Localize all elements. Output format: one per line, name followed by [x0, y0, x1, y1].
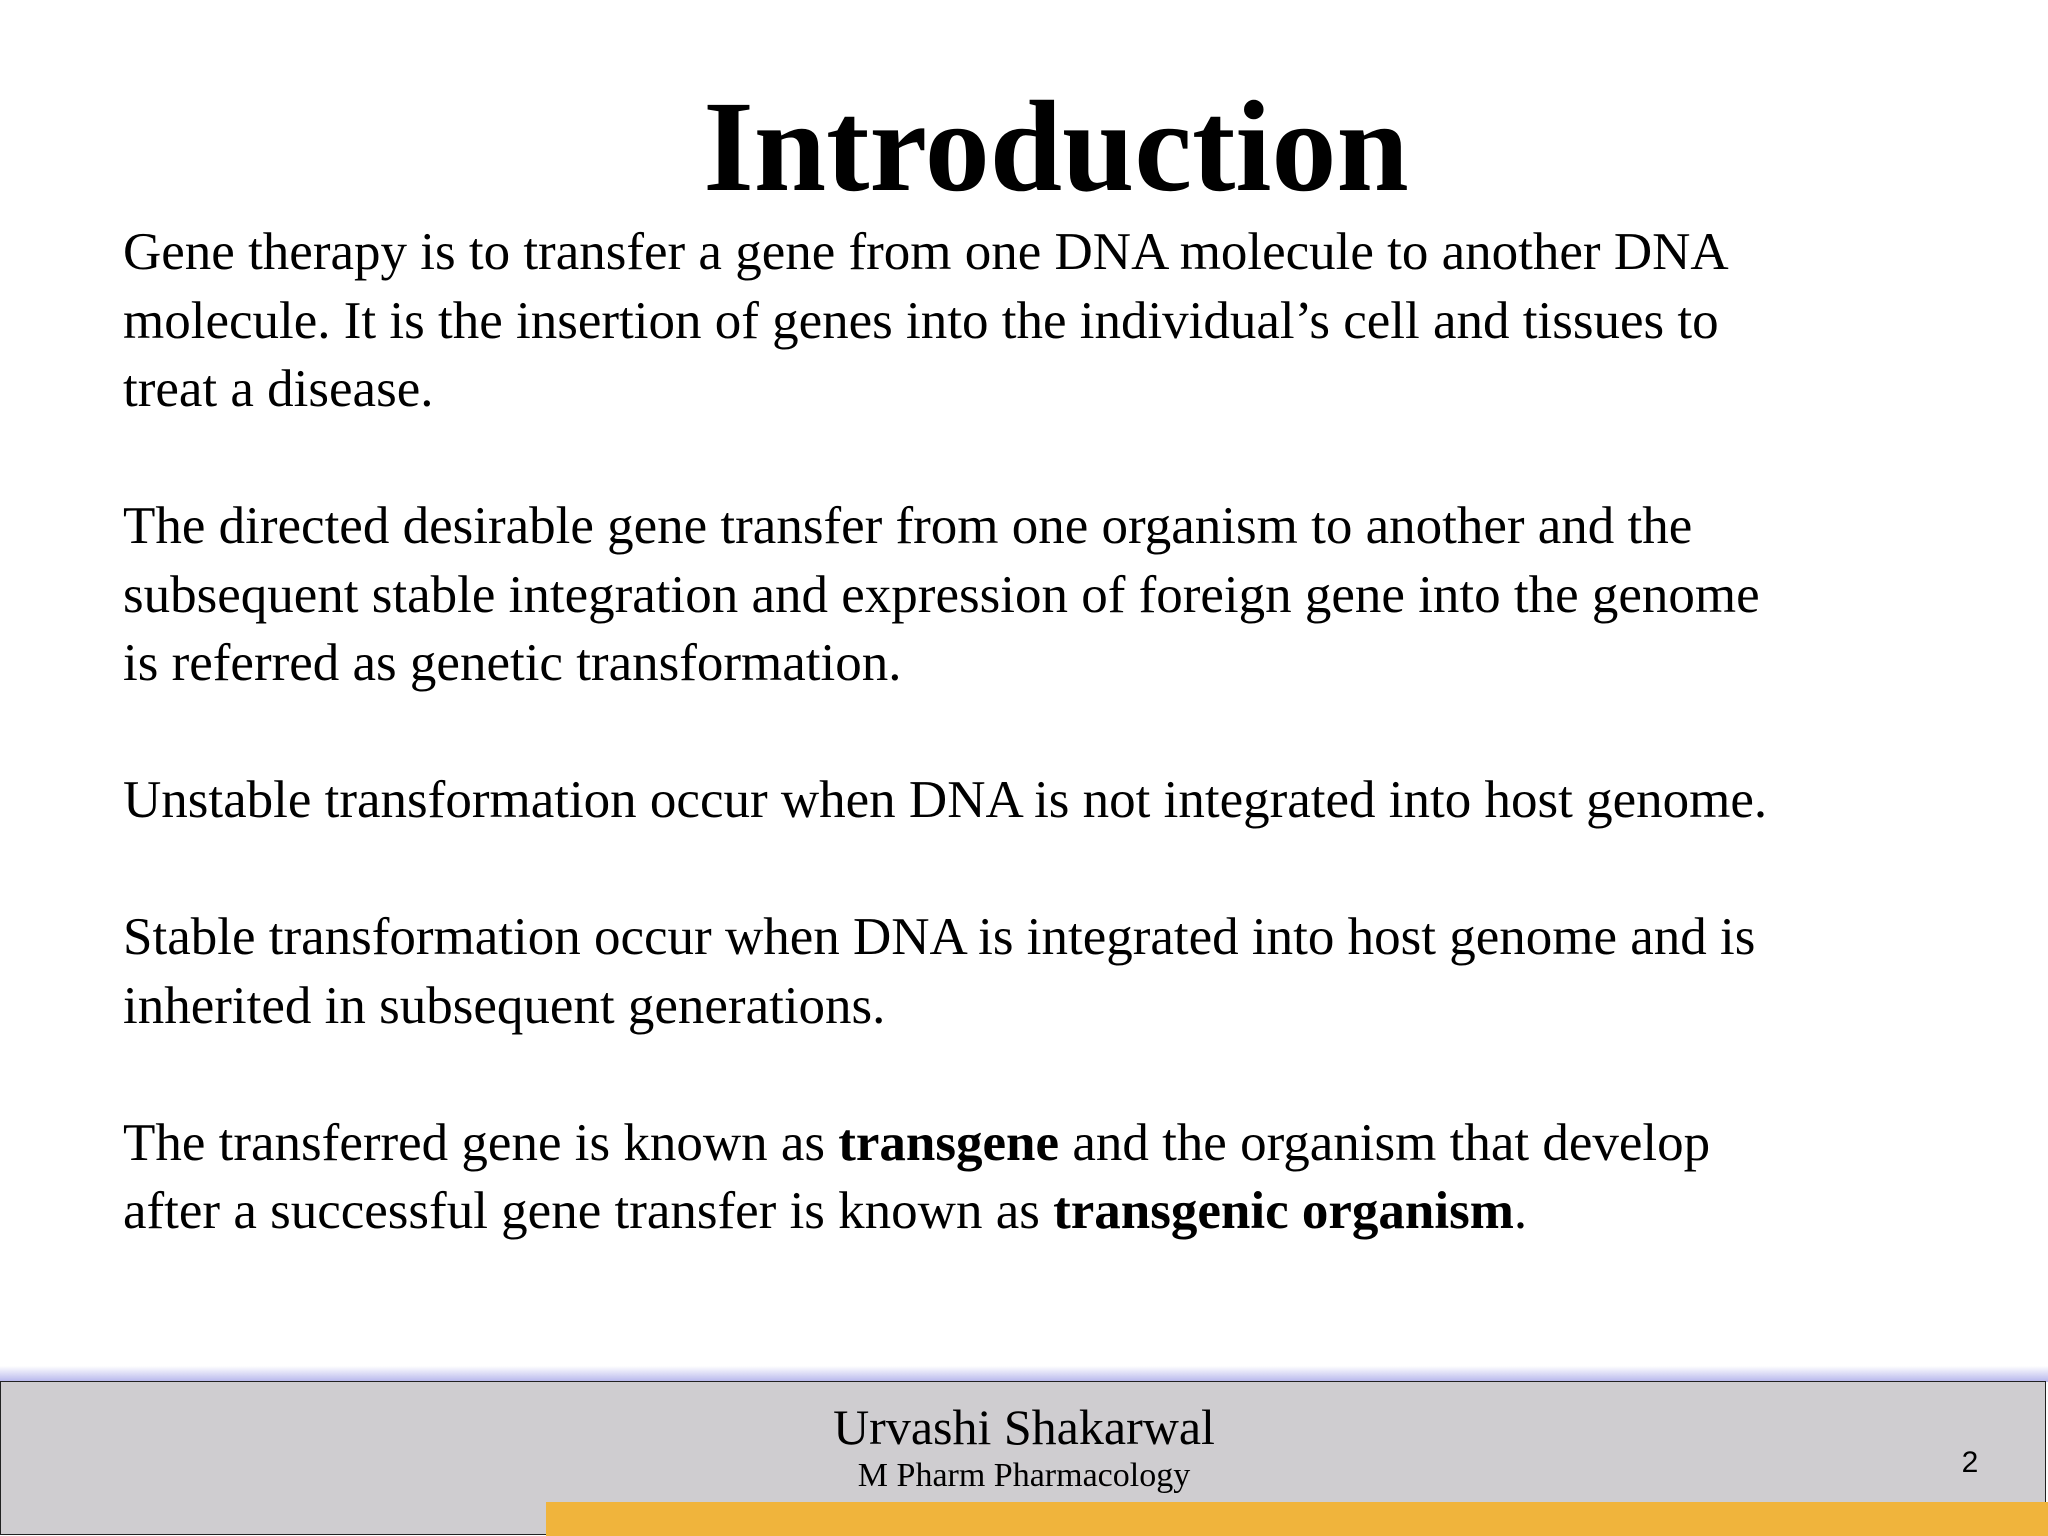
text-run: and the organism that develop	[1059, 1113, 1711, 1172]
slide-title: Introduction	[703, 75, 1409, 219]
paragraph-gene-therapy	[123, 218, 2023, 424]
text-line: treat a disease.	[123, 360, 434, 418]
slide-body	[123, 218, 2023, 1314]
text-line	[123, 1177, 2023, 1246]
paragraph-genetic-transformation	[123, 492, 2023, 698]
paragraph-stable-transformation	[123, 903, 2023, 1040]
footer-author: Urvashi Shakarwal	[833, 1399, 1215, 1455]
text-line: inherited in subsequent generations.	[123, 976, 886, 1035]
text-line: is referred as genetic transformation.	[123, 634, 902, 692]
text-line: The directed desirable gene transfer from one organism to another and the	[123, 497, 1693, 555]
term-transgenic-organism: transgenic organism	[1053, 1182, 1514, 1240]
text-run: .	[1513, 1182, 1528, 1240]
footer-accent-stripe	[546, 1502, 2048, 1536]
slide-number: 2	[1961, 1446, 1979, 1479]
text-line	[123, 1109, 2023, 1178]
footer-subtitle: M Pharm Pharmacology	[857, 1457, 1191, 1494]
text-line: Unstable transformation occur when DNA is not integrated into host genome.	[123, 771, 1768, 829]
paragraph-transgene	[123, 1109, 2023, 1246]
text-run: The transferred gene is known as	[123, 1113, 839, 1172]
footer-shadow	[0, 1366, 2048, 1382]
text-line: subsequent stable integration and expression of foreign gene into the genome	[123, 565, 1760, 624]
text-line: molecule. It is the insertion of genes into the individual’s cell and tissues to	[123, 291, 1719, 350]
text-line: Gene therapy is to transfer a gene from one DNA molecule to another DNA	[123, 223, 1729, 281]
paragraph-unstable-transformation	[123, 766, 2023, 835]
text-line: Stable transformation occur when DNA is integrated into host genome and is	[123, 908, 1756, 966]
term-transgene: transgene	[838, 1113, 1060, 1172]
text-run: after a successful gene transfer is known as	[123, 1182, 1054, 1240]
